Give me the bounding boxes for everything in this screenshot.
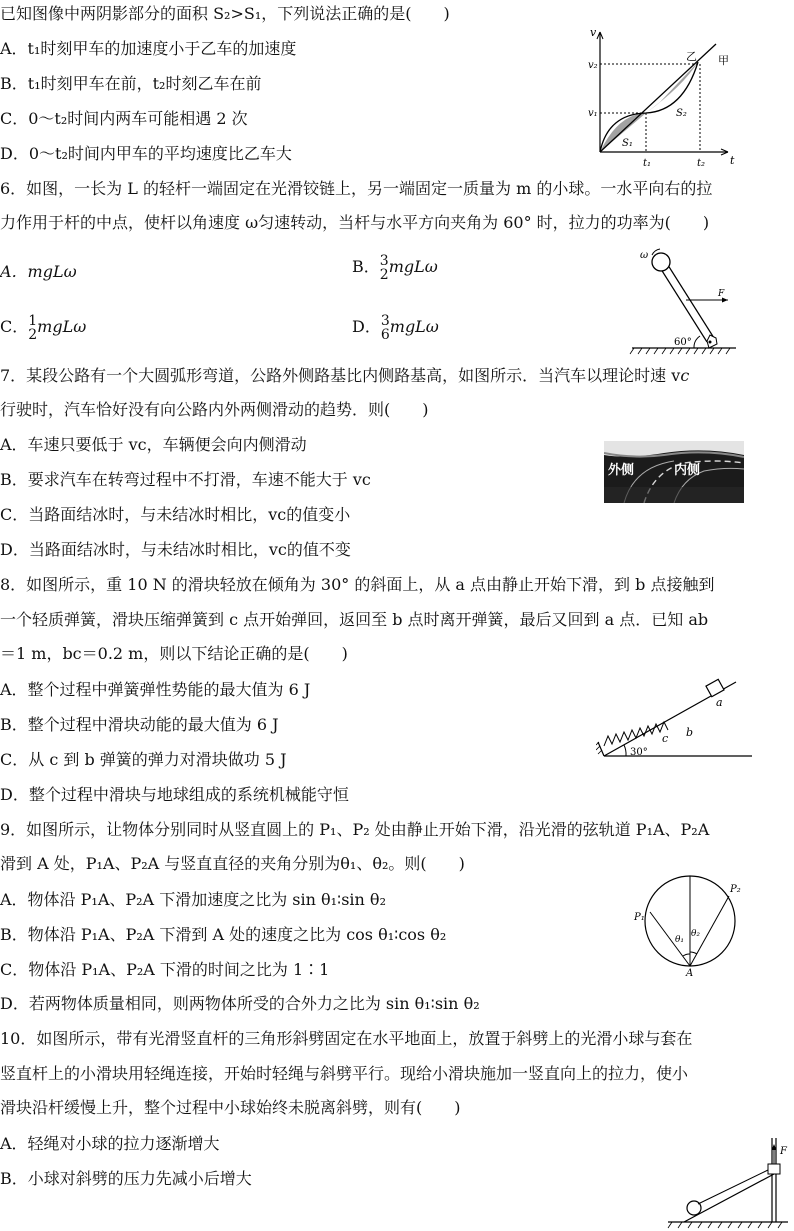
q6-option-d-prefix: D． (352, 317, 381, 336)
q6-option-b-tail: mgLω (388, 257, 438, 276)
q8-option-c: C．从 c 到 b 弹簧的弹力对滑块做功 5 J (0, 750, 287, 769)
jia-label: 甲 (718, 54, 729, 67)
q6-option-d-fraction (381, 314, 390, 342)
outer-side-label: 外侧 (608, 463, 635, 478)
t2-label: t₂ (697, 158, 706, 169)
t1-label: t₁ (643, 158, 652, 169)
q8-stem-line1: 8．如图所示，重 10 N 的滑块轻放在倾角为 30° 的斜面上，从 a 点由静止开始下滑，到 b 点接触到 (0, 575, 715, 594)
q6-option-b-denominator: 2 (379, 266, 389, 283)
q9-option-b: B．物体沿 P₁A、P₂A 下滑到 A 处的速度之比为 cos θ₁∶cos θ₂ (0, 925, 447, 944)
q8-option-b: B．整个过程中滑块动能的最大值为 6 J (0, 715, 279, 734)
theta2-label: θ₂ (691, 929, 701, 939)
q7-option-a: A．车速只要低于 vc，车辆便会向内侧滑动 (0, 435, 307, 454)
q6-option-c-tail: mgLω (37, 317, 87, 336)
q7-stem-line1 (0, 366, 689, 386)
omega-label: ω (640, 250, 649, 261)
q10-option-a: A．轻绳对小球的拉力逐渐增大 (0, 1134, 220, 1153)
point-a-label: a (716, 696, 723, 709)
q7-vc-sub: c (680, 366, 690, 385)
q5-vt-graph (588, 26, 738, 170)
theta1-label: θ₁ (675, 935, 685, 945)
q6-option-c (0, 312, 86, 342)
q5-option-c: C．0～t₂时间内两车可能相遇 2 次 (0, 109, 248, 128)
axis-v-label: v (590, 26, 597, 39)
force-label: F (780, 1146, 787, 1157)
q8-option-a: A．整个过程中弹簧弹性势能的最大值为 6 J (0, 680, 311, 699)
q9-option-d: D．若两物体质量相同，则两物体所受的合外力之比为 sin θ₁∶sin θ₂ (0, 994, 480, 1013)
point-b-label: b (686, 726, 694, 739)
p2-label: P₂ (730, 884, 741, 895)
force-label: F (718, 289, 725, 299)
q6-option-c-numerator: 1 (28, 312, 38, 329)
q10-stem-line1: 10．如图所示，带有光滑竖直杆的三角形斜劈固定在水平地面上，放置于斜劈上的光滑小球与套在 (0, 1029, 693, 1048)
q7-option-b: B．要求汽车在转弯过程中不打滑，车速不能大于 vc (0, 470, 371, 489)
incline-angle-label: 30° (630, 747, 648, 758)
yi-label: 乙 (686, 50, 697, 63)
q6-option-c-prefix: C． (0, 317, 29, 336)
q9-circle-figure (628, 874, 748, 978)
q6-option-d (352, 312, 439, 342)
q6-stem-line2: 力作用于杆的中点，使杆以角速度 ω匀速转动，当杆与水平方向夹角为 60° 时，拉力的功率为( ) (0, 213, 710, 232)
q6-option-b (352, 252, 438, 282)
v2-label: v₂ (588, 60, 598, 71)
q6-option-c-denominator: 2 (28, 326, 38, 343)
inner-side-label: 内侧 (674, 463, 701, 478)
q6-option-b-numerator: 3 (379, 252, 389, 269)
q7-stem-line2: 行驶时，汽车恰好没有向公路内外两侧滑动的趋势．则( ) (0, 400, 429, 419)
q8-stem-line2: 一个轻质弹簧，滑块压缩弹簧到 c 点开始弹回，返回至 b 点时离开弹簧，最后又回到 a 点．已知 ab (0, 610, 709, 629)
p1-label: P₁ (634, 912, 645, 923)
q6-option-d-denominator: 6 (380, 326, 390, 343)
q10-stem-line3: 滑块沿杆缓慢上升，整个过程中小球始终未脱离斜劈，则有( ) (0, 1098, 461, 1117)
q7-stem-line1-text: 7．某段公路有一个大圆弧形弯道，公路外侧路基比内侧路基高，如图所示．当汽车以理论时速 v (0, 366, 681, 385)
q6-option-d-numerator: 3 (380, 312, 390, 329)
q6-option-a-text: A．mgLω (0, 262, 77, 281)
q6-rod-figure (628, 244, 740, 356)
q6-option-d-tail: mgLω (389, 317, 439, 336)
q5-option-a: A．t₁时刻甲车的加速度小于乙车的加速度 (0, 39, 297, 58)
q8-incline-figure (596, 676, 756, 764)
q6-stem-line1: 6．如图，一长为 L 的轻杆一端固定在光滑铰链上，另一端固定一质量为 m 的小球。一水平向右的拉 (0, 179, 713, 198)
axis-t-label: t (730, 154, 735, 167)
q9-option-c: C．物体沿 P₁A、P₂A 下滑的时间之比为 1∶1 (0, 960, 330, 979)
q6-option-a (0, 262, 77, 282)
q10-option-b: B．小球对斜劈的压力先减小后增大 (0, 1169, 252, 1188)
s2-label: S₂ (676, 108, 687, 119)
q5-stem: 已知图像中两阴影部分的面积 S₂>S₁，下列说法正确的是( ) (0, 4, 450, 23)
v1-label: v₁ (588, 108, 598, 119)
q8-stem-line3: ＝1 m，bc＝0.2 m，则以下结论正确的是( ) (0, 644, 348, 663)
s1-label: S₁ (622, 138, 633, 149)
angle-label: 60° (674, 337, 692, 348)
q6-option-b-fraction (380, 254, 389, 282)
q7-road-photo (604, 441, 744, 503)
point-a-label: A (686, 968, 694, 978)
q9-option-a: A．物体沿 P₁A、P₂A 下滑加速度之比为 sin θ₁∶sin θ₂ (0, 890, 386, 909)
q5-option-d: D．0～t₂时间内甲车的平均速度比乙车大 (0, 144, 292, 163)
q6-option-c-fraction (28, 314, 37, 342)
q8-option-d: D．整个过程中滑块与地球组成的系统机械能守恒 (0, 785, 349, 804)
q5-option-b: B．t₁时刻甲车在前，t₂时刻乙车在前 (0, 74, 262, 93)
q10-stem-line2: 竖直杆上的小滑块用轻绳连接，开始时轻绳与斜劈平行。现给小滑块施加一竖直向上的拉力，使小 (0, 1064, 689, 1083)
q9-stem-line2: 滑到 A 处，P₁A、P₂A 与竖直直径的夹角分别为θ₁、θ₂。则( ) (0, 854, 465, 873)
q7-option-c: C．当路面结冰时，与未结冰时相比，vc的值变小 (0, 505, 351, 524)
q6-option-b-prefix: B． (352, 257, 380, 276)
q9-stem-line1: 9．如图所示，让物体分别同时从竖直圆上的 P₁、P₂ 处由静止开始下滑，沿光滑的弦轨道 P₁A、P₂A (0, 820, 710, 839)
q10-wedge-figure (664, 1134, 792, 1230)
point-c-label: c (662, 732, 669, 745)
q7-option-d: D．当路面结冰时，与未结冰时相比，vc的值不变 (0, 540, 351, 559)
